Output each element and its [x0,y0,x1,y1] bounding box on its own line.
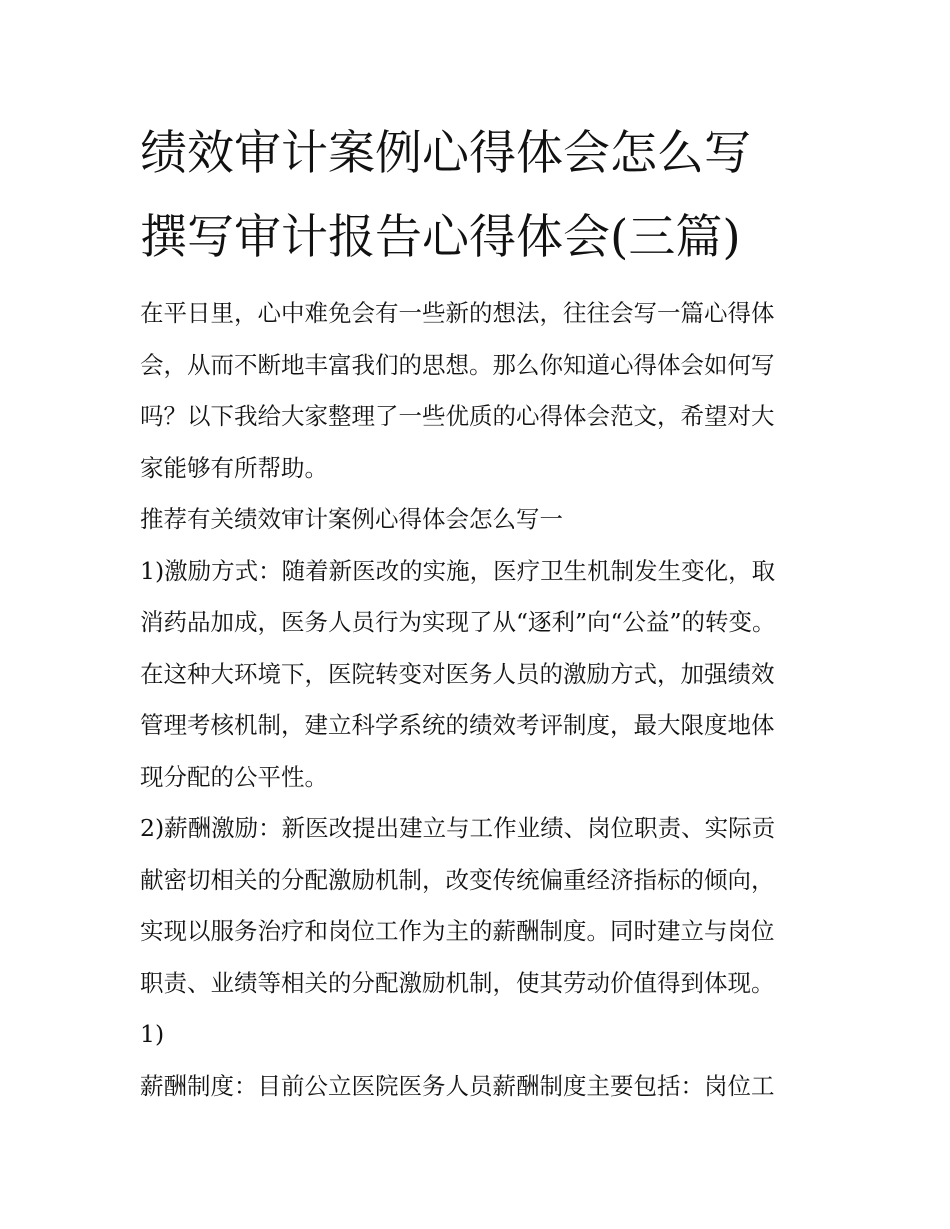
title-line: 绩效审计案例心得体会怎么写 [140,126,751,181]
text-line: 在平日里，心中难免会有一些新的想法，往往会写一篇心得体 [140,299,775,327]
text-line: 管理考核机制，建立科学系统的绩效考评制度，最大限度地体 [140,711,775,739]
text-line: 献密切相关的分配激励机制，改变传统偏重经济指标的倾向， [140,865,775,894]
title-line: 撰写审计报告心得体会(三篇) [140,210,741,265]
section-heading [140,494,820,546]
text-line: 1) [140,1020,165,1048]
text-line: 职责、业绩等相关的分配激励机制，使其劳动价值得到体现。 [140,968,775,997]
text-line: 家能够有所帮助。 [140,453,328,482]
text-line: 现分配的公平性。 [140,762,328,791]
text-line: 消药品加成，医务人员行为实现了从“逐利”向“公益”的转变。 [140,608,776,636]
document-body [140,288,820,1112]
intro-paragraph [140,288,820,494]
text-line: 实现以服务治疗和岗位工作为主的薪酬制度。同时建立与岗位 [140,917,775,945]
text-line: 会，从而不断地丰富我们的思想。那么你知道心得体会如何写 [140,350,775,379]
document-page [140,112,820,1112]
point-1-paragraph [140,546,820,804]
text-line: 吗？以下我给大家整理了一些优质的心得体会范文，希望对大 [140,402,775,430]
text-line: 1)激励方式：随着新医改的实施，医疗卫生机制发生变化，取 [140,556,776,585]
text-line: 2)薪酬激励：新医改提出建立与工作业绩、岗位职责、实际贡 [140,814,776,842]
text-line: 薪酬制度：目前公立医院医务人员薪酬制度主要包括：岗位工 [140,1071,775,1100]
point-2-paragraph [140,803,820,1061]
document-title [140,112,820,280]
salary-system-paragraph [140,1061,820,1113]
text-line: 推荐有关绩效审计案例心得体会怎么写一 [140,505,563,533]
text-line: 在这种大环境下，医院转变对医务人员的激励方式，加强绩效 [140,659,775,688]
